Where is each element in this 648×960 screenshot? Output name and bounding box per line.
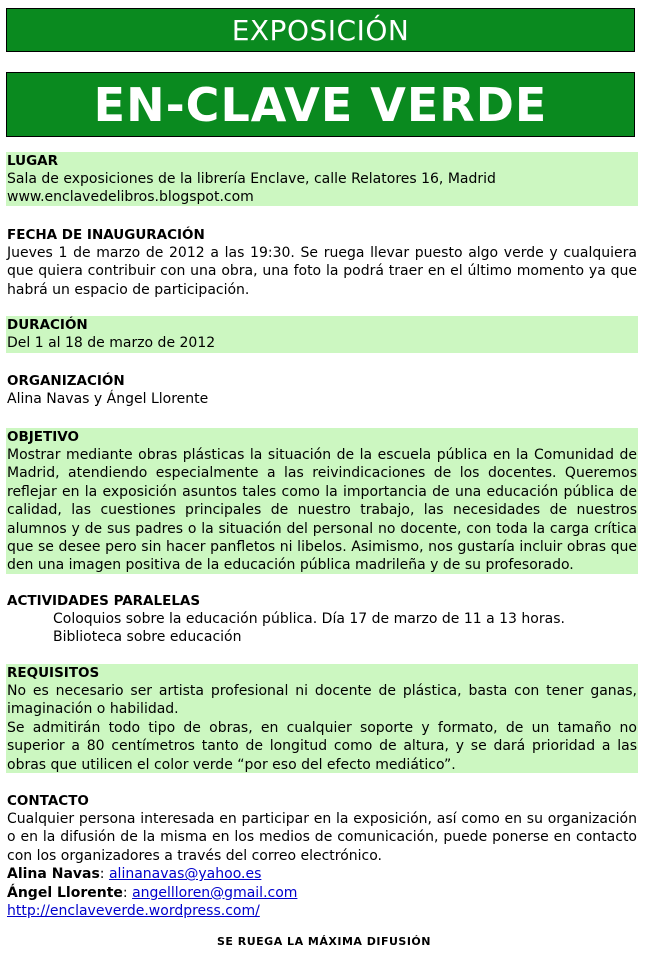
lugar-website: www.enclavedelibros.blogspot.com xyxy=(7,189,254,206)
fecha-text: Jueves 1 de marzo de 2012 a las 19:30. Se ruega llevar puesto algo verde y cualquiera que quiera contribuir con una obra, una foto la podrá traer en el último momento ya que habrá un espacio de participación. xyxy=(7,245,637,298)
contacto-heading: CONTACTO xyxy=(7,793,89,809)
lugar-address: Sala de exposiciones de la librería Enclave, calle Relatores 16, Madrid xyxy=(7,171,496,187)
organizacion-text: Alina Navas y Ángel Llorente xyxy=(7,391,209,407)
actividad-item: Biblioteca sobre educación xyxy=(53,629,242,646)
organizacion-heading: ORGANIZACIÓN xyxy=(7,373,125,389)
section-objetivo xyxy=(6,428,638,574)
email-link-angel[interactable]: angellloren@gmail.com xyxy=(132,884,298,901)
requisitos-heading: REQUISITOS xyxy=(7,665,100,681)
contact-alina: Alina Navas: alinanavas@yahoo.es xyxy=(7,866,262,883)
section-actividades xyxy=(6,592,638,647)
duracion-heading: DURACIÓN xyxy=(7,317,88,333)
fecha-heading: FECHA DE INAUGURACIÓN xyxy=(7,227,205,243)
requisitos-p1: No es necesario ser artista profesional ni docente de plástica, basta con tener ganas, imaginación o habilidad. xyxy=(7,683,637,718)
section-duracion xyxy=(6,316,638,353)
banner-title: EN-CLAVE VERDE xyxy=(6,72,635,137)
section-organizacion xyxy=(6,372,638,408)
section-lugar xyxy=(6,152,638,206)
footer-note: SE RUEGA LA MÁXIMA DIFUSIÓN xyxy=(217,935,431,948)
contact-angel: Ángel Llorente: angellloren@gmail.com xyxy=(7,884,298,901)
banner-exposicion: EXPOSICIÓN xyxy=(6,8,635,52)
contact-name-angel: Ángel Llorente xyxy=(7,884,123,901)
contacto-text: Cualquier persona interesada en participar en la exposición, así como en su organización o en la difusión de la misma en los medios de comunicación, puede ponerse en contacto con los organizadores a través del correo electrónico. xyxy=(7,811,637,864)
section-fecha xyxy=(6,226,638,299)
duracion-text: Del 1 al 18 de marzo de 2012 xyxy=(7,335,216,351)
lugar-heading: LUGAR xyxy=(7,153,59,169)
objetivo-text: Mostrar mediante obras plásticas la situación de la escuela pública en la Comunidad de Madrid, atendiendo especialmente a las reivindicaciones de los docentes. Queremos reflejar en la exposición asuntos tales como la importancia de una educación pública de calidad, las cuestiones principales de nuestro trabajo, las necesidades de nuestros alumnos y de sus padres o la situación del personal no docente, con toda la carga crítica que se desee pero sin hacer panfletos ni libelos. Asimismo, nos gustaría incluir obras que den una imagen positiva de la educación pública madrileña y de su profesorado. xyxy=(7,447,637,574)
section-requisitos xyxy=(6,664,638,773)
section-contacto xyxy=(6,792,638,920)
objetivo-heading: OBJETIVO xyxy=(7,429,79,445)
requisitos-p2: Se admitirán todo tipo de obras, en cualquier soporte y formato, de un tamaño no superior a 80 centímetros tanto de longitud como de altura, y se dará prioridad a las obras que utilicen el color verde “por eso del efecto mediático”. xyxy=(7,719,637,773)
website-link[interactable]: http://enclaveverde.wordpress.com/ xyxy=(7,903,260,920)
email-link-alina[interactable]: alinanavas@yahoo.es xyxy=(108,866,262,883)
actividad-item: Coloquios sobre la educación pública. Día 17 de marzo de 11 a 13 horas. xyxy=(53,611,565,627)
contact-name-alina: Alina Navas xyxy=(7,866,100,883)
actividades-heading: ACTIVIDADES PARALELAS xyxy=(7,593,201,609)
